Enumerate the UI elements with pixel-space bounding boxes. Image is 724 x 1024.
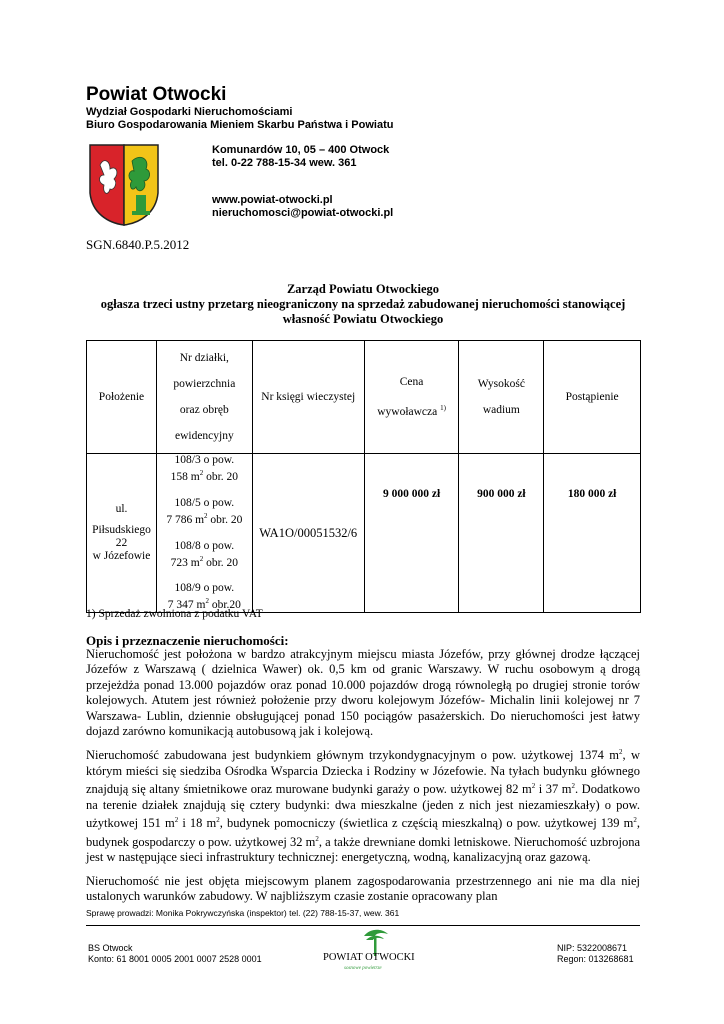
- cell-land-register: WA1O/00051532/6: [252, 454, 364, 613]
- header-increment: Postąpienie: [544, 341, 641, 454]
- address-line: Komunardów 10, 05 – 400 Otwock: [212, 144, 390, 156]
- paragraph-buildings: Nieruchomość zabudowana jest budynkiem głównym trzykondygnacyjnym o pow. użytkowej 1374 $m^2$, w którym mieści się siedziba Ośrodka Wsparcia Dziecka i Rodziny w Józefowie. Na tyłach budynku głównego znajdują się altany śmietnikowe oraz murowane budynki garaży o pow. użytkowej 82 $m^2$ i 37 $m^2$. Dodatkowo na terenie działek znajdują się cztery budynki: dwa mieszkalne (jeden z nich jest niezamieszkały) o pow. użytkowej 151 $m^2$ i 18 $m^2$, budynek pomocniczy (świetlica z częścią mieszkalną) o pow. użytkowej 139 $m^2$, budynek gospodarczy o pow. użytkowej 32 $m^2$, a także drewniane domki letniskowe. Nieruchomość uzbrojona jest w następujące sieci infrastruktury technicznej: energetyczną, wodną, kanalizacyjną oraz gazową.: [86, 748, 641, 865]
- announcement-heading-1: Zarząd Powiatu Otwockiego: [286, 282, 440, 296]
- paragraph-planning: Nieruchomość nie jest objęta miejscowym planem zagospodarowania przestrzennego ani nie ma dla niej ustalonych warunków zabudowy. W najbliższym czasie zostanie opracowany plan: [86, 874, 640, 904]
- bureau-line: Biuro Gospodarowania Mieniem Skarbu Państwa i Powiatu: [86, 119, 394, 131]
- section-heading: Opis i przeznaczenie nieruchomości:: [86, 633, 289, 648]
- header-price: Cena wywoławcza $^{1)}$: [364, 341, 459, 454]
- cell-increment: 180 000 zł: [544, 454, 641, 613]
- logo-tagline: sosnowe powietrze: [344, 966, 382, 971]
- regon-number: Regon: 013268681: [557, 954, 634, 964]
- bank-name: BS Otwock: [88, 943, 133, 953]
- cell-deposit: 900 000 zł: [459, 454, 544, 613]
- cell-plots: 108/3 o pow. 158 $m^2$ obr. 20 108/5 o pow. 7 786 $m^2$ obr. 20 108/8 o pow. 723 $m^2$ obr. 20 108/9 o pow. 7 347 $m^2$ obr.20: [156, 454, 252, 613]
- header-land-register: Nr księgi wieczystej: [252, 341, 364, 454]
- powiat-otwocki-logo: [322, 926, 434, 972]
- property-table: [86, 340, 641, 613]
- announcement-heading-3: własność Powiatu Otwockiego: [282, 312, 444, 326]
- vat-footnote: 1) Sprzedaż zwolniona z podatku VAT: [86, 608, 263, 620]
- contact-person: Sprawę prowadzi: Monika Pokrywczyńska (inspektor) tel. (22) 788-15-37, wew. 361: [86, 908, 400, 918]
- reference-number: SGN.6840.P.5.2012: [86, 237, 190, 252]
- logo-text: POWIAT OTWOCKI: [323, 952, 415, 963]
- paragraph-location: Nieruchomość jest położona w bardzo atrakcyjnym miejscu miasta Józefów, przy głównej drodze łączącej Józefów z Warszawą ( dzielnica Wawer) ok. 0,5 km od granic Warszawy. W ruchu osobowym ą drogą przejeżdża ponad 13.000 pojazdów oraz ponad 10.000 pojazdów drogą równoległą po drugiej stronie torów kolejowych. Atutem jest również położenie przy dworu kolejowym Józefów- Michalin linii kolejowej nr 7 Warszawa- Lublin, dziennie obsługującej ponad 150 pociągów pasażerskich. Do nieruchomości jest łatwy dojazd zarówno komunikacją autobusową jak i kolejową.: [86, 647, 640, 739]
- cell-price: 9 000 000 zł: [364, 454, 459, 613]
- nip-number: NIP: 5322008671: [557, 943, 628, 953]
- page-title: Powiat Otwocki: [86, 84, 227, 105]
- coat-of-arms-logo: [88, 143, 160, 229]
- bank-account: Konto: 61 8001 0005 2001 0007 2528 0001: [88, 954, 262, 964]
- header-plot: Nr działki, powierzchnia oraz obręb ewidencyjny: [156, 341, 252, 454]
- website-link[interactable]: www.powiat-otwocki.pl: [212, 194, 333, 206]
- email-link[interactable]: nieruchomosci@powiat-otwocki.pl: [212, 207, 394, 219]
- announcement-heading-2: ogłasza trzeci ustny przetarg nieograniczony na sprzedaż zabudowanej nieruchomości stanowiącej: [100, 297, 626, 311]
- cell-location: ul. Piłsudskiego 22 w Józefowie: [87, 454, 157, 613]
- table-row: [87, 454, 641, 613]
- phone-line: tel. 0-22 788-15-34 wew. 361: [212, 157, 357, 169]
- header-location: Położenie: [87, 341, 157, 454]
- table-header-row: [87, 341, 641, 454]
- header-deposit: Wysokość wadium: [459, 341, 544, 454]
- department-line: Wydział Gospodarki Nieruchomościami: [86, 106, 293, 118]
